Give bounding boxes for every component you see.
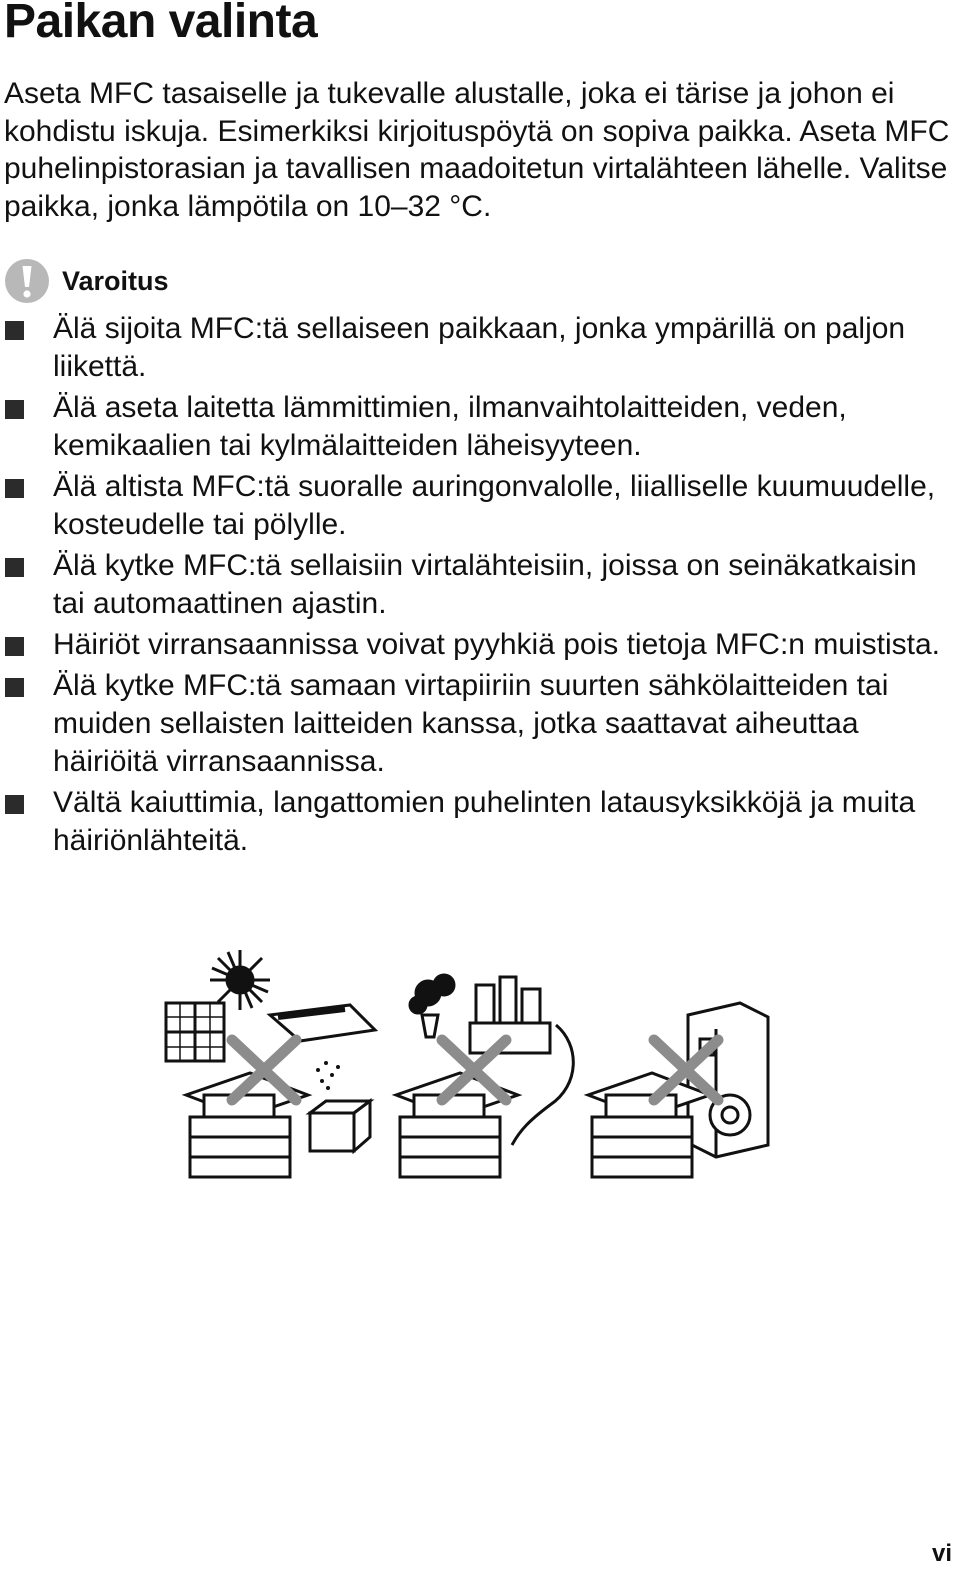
square-bullet-icon bbox=[5, 795, 24, 814]
list-item-text: Älä sijoita MFC:tä sellaiseen paikkaan, jonka ympärillä on paljon liikettä. bbox=[53, 312, 906, 383]
list-item-text: Häiriöt virransaannissa voivat pyyhkiä pois tietoja MFC:n muistista. bbox=[53, 628, 941, 661]
box-icon bbox=[310, 1101, 370, 1151]
square-bullet-icon bbox=[5, 400, 24, 419]
plant-icon bbox=[410, 975, 454, 1037]
sun-icon bbox=[210, 950, 270, 1010]
mfc-printer-icon bbox=[588, 1073, 710, 1177]
page-title: Paikan valinta bbox=[4, 0, 318, 48]
list-item bbox=[0, 547, 960, 623]
window-icon bbox=[166, 1003, 224, 1061]
warning-list bbox=[0, 310, 960, 863]
page-number: vi bbox=[931, 1540, 952, 1567]
intro-paragraph: Aseta MFC tasaiselle ja tukevalle alustalle, joka ei tärise ja johon ei kohdistu iskuja. Esimerkiksi kirjoituspöytä on sopiva paikka. Aseta MFC puhelinpistorasian ja tavallisen maadoitetun virtalähteen lähelle. Valitse paikka, jonka lämpötila on 10–32 °C. bbox=[4, 77, 950, 223]
list-item-text: Vältä kaiuttimia, langattomien puhelinten latausyksikköjä ja muita häiriönlähteitä. bbox=[53, 786, 916, 857]
list-item bbox=[0, 310, 960, 386]
list-item bbox=[0, 784, 960, 860]
list-item bbox=[0, 667, 960, 781]
list-item-text: Älä aseta laitetta lämmittimien, ilmanvaihtolaitteiden, veden, kemikaalien tai kylmälaitteiden läheisyyteen. bbox=[53, 391, 847, 462]
list-item bbox=[0, 626, 960, 664]
square-bullet-icon bbox=[5, 678, 24, 697]
dust-icon bbox=[316, 1061, 340, 1090]
exclamation-circle-icon bbox=[4, 258, 50, 304]
list-item-text: Älä altista MFC:tä suoralle auringonvalolle, liialliselle kuumuudelle, kosteudelle tai pölylle. bbox=[53, 470, 936, 541]
warning-header bbox=[4, 258, 169, 304]
square-bullet-icon bbox=[5, 637, 24, 656]
list-item bbox=[0, 468, 960, 544]
placement-warning-illustration bbox=[160, 945, 790, 1195]
range-hood-icon bbox=[270, 1005, 375, 1041]
square-bullet-icon bbox=[5, 321, 24, 340]
list-item-text: Älä kytke MFC:tä samaan virtapiiriin suurten sähkölaitteiden tai muiden sellaisten laitteiden kanssa, jotka saattavat aiheuttaa häiriöitä virransaannissa. bbox=[53, 669, 889, 778]
square-bullet-icon bbox=[5, 558, 24, 577]
list-item bbox=[0, 389, 960, 465]
warning-label: Varoitus bbox=[62, 265, 169, 296]
list-item-text: Älä kytke MFC:tä sellaisiin virtalähteisiin, joissa on seinäkatkaisin tai automaattinen ajastin. bbox=[53, 549, 917, 620]
square-bullet-icon bbox=[5, 479, 24, 498]
